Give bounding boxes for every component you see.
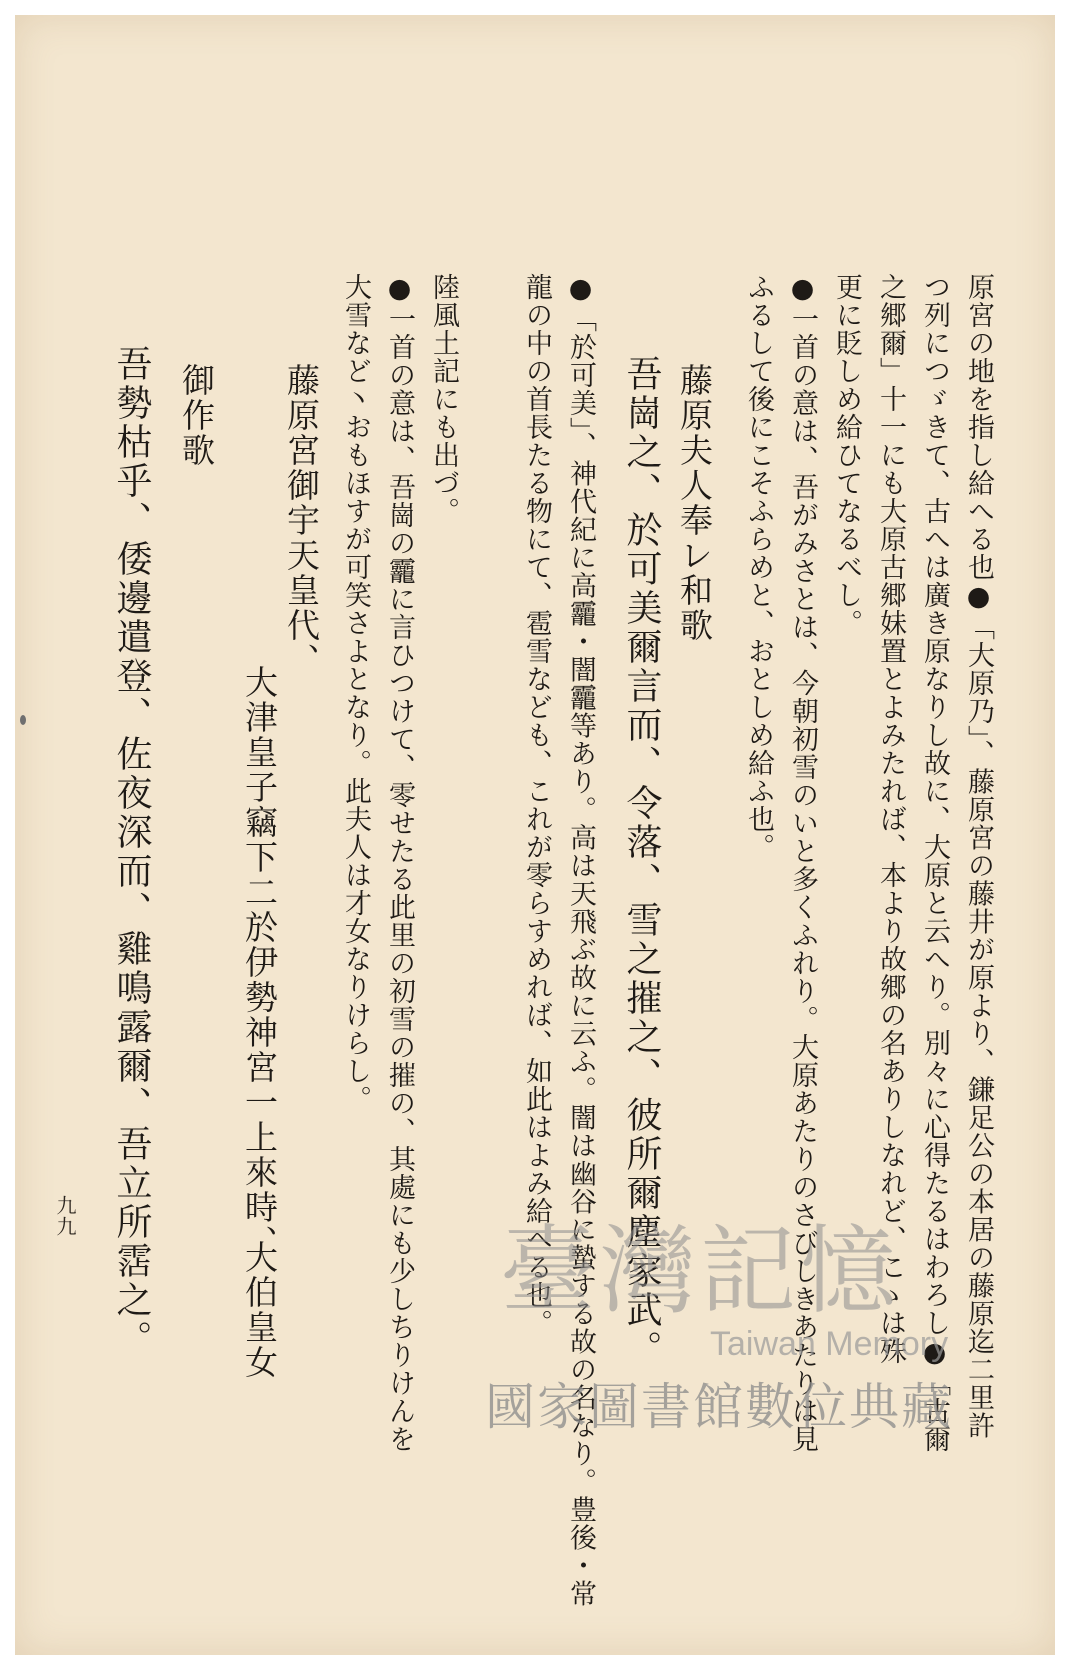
heading: 大津皇子竊下二於伊勢神宮一上來時、	[240, 665, 279, 1260]
text-column: ●一首の意は、吾がみさとは、今朝初雪のいと多くふれり。大原あたりのさびしきあたりは見	[787, 273, 818, 1453]
watermark-library: 國家圖書館數位典藏	[485, 1378, 953, 1436]
poem-title: 藤原夫人奉レ和歌	[675, 363, 714, 643]
text-column: つ列につゞきて、古へは廣き原なりし故に、大原と云へり。別々に心得たるはわろし●「古爾	[919, 273, 950, 1453]
text-column: ●「於可美」、神代紀に高龗・闇龗等あり。高は天飛ぶ故に云ふ。闇は幽谷に蟄する故の名なり。豊後・常	[565, 273, 596, 1608]
text-column: 大雪など丶おもほすが可笑さよとなり。此夫人は才女なりけらし。	[340, 273, 371, 1113]
book-page	[15, 15, 1055, 1655]
page-number: 九九	[53, 1195, 77, 1237]
heading: 御作歌	[177, 363, 216, 468]
text-column: 之郷爾」十一にも大原古郷妹置とよみたれば、本より故郷の名ありしなれど、こゝは殊	[875, 273, 906, 1365]
margin-speck	[20, 715, 26, 725]
poem-text: 吾勢枯乎、倭邊遣登、佐夜深而、雞鳴露爾、吾立所霑之。	[111, 345, 152, 1359]
text-column: ●一首の意は、吾崗の龗に言ひつけて、零せたる此里の初雪の摧の、其處にも少しちりけんを	[384, 273, 415, 1453]
era-title: 藤原宮御宇天皇代、	[282, 363, 321, 678]
poem-text: 吾崗之、於可美爾言而、令落、雪之摧之、彼所爾塵家武。	[621, 355, 662, 1369]
text-column: 龍の中の首長たる物にて、雹雪なども、これが零らすめれば、如此はよみ給へる也。	[521, 273, 552, 1337]
watermark-calligraphy: 臺灣記憶	[500, 1215, 900, 1327]
text-column: 陸風土記にも出づ。	[428, 273, 459, 525]
text-column: ふるして後にこそふらめと、おとしめ給ふ也。	[743, 273, 774, 861]
watermark-english: Taiwan Memory	[710, 1325, 949, 1363]
heading: 大伯皇女	[240, 1240, 279, 1380]
text-column: 原宮の地を指し給へる也●「大原乃」、藤原宮の藤井が原より、鎌足公の本居の藤原迄二里許	[963, 273, 994, 1440]
text-column: 更に貶しめ給ひてなるべし。	[831, 273, 862, 637]
